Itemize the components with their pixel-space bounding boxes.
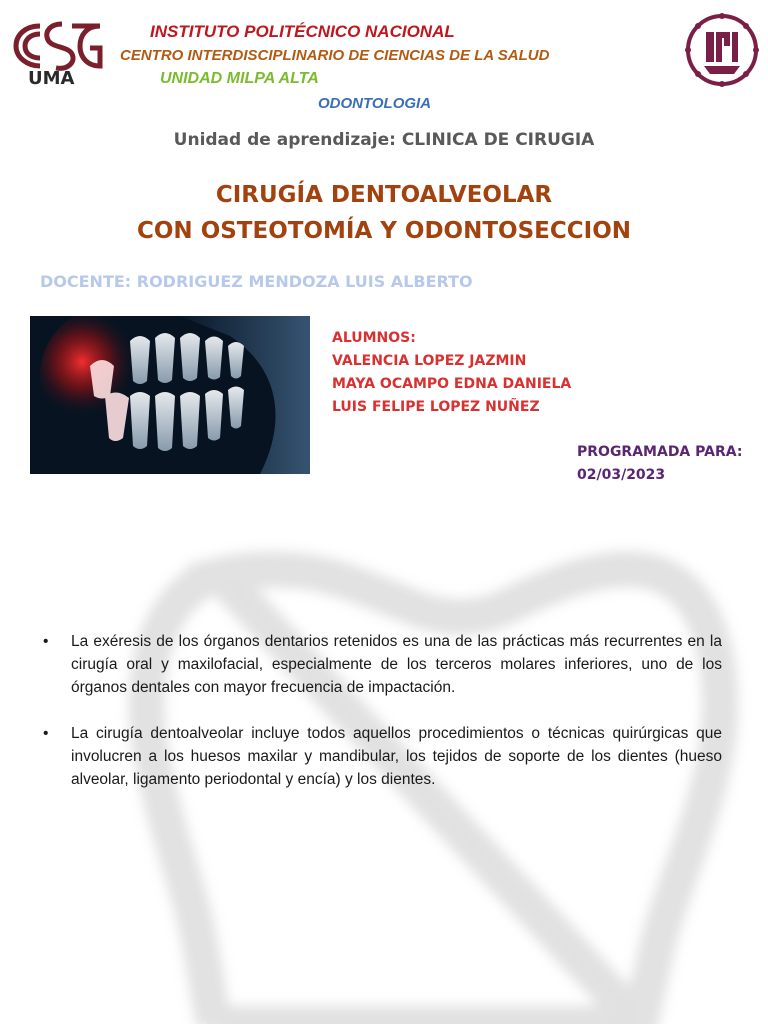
uma-logo-text: UMA [28, 68, 75, 89]
program-name: ODONTOLOGIA [318, 95, 432, 112]
course-name: Unidad de aprendizaje: CLINICA DE CIRUGIA [173, 130, 595, 150]
uma-logo [10, 14, 106, 92]
list-item-text: La exéresis de los órganos dentarios retenidos es una de las prácticas más recurrentes en la cirugía oral y maxilofacial, especialmente de los terceros molares inferiores, uno de los órganos dentales con mayor frecuencia de impactación. [71, 633, 722, 696]
presentation-title-line2: CON OSTEOTOMÍA Y ODONTOSECCION [137, 218, 631, 244]
schedule-date: 02/03/2023 [577, 467, 666, 483]
student-name: VALENCIA LOPEZ JAZMIN [332, 353, 527, 369]
students-heading: ALUMNOS: [332, 330, 416, 346]
list-item [40, 722, 722, 791]
ipn-logo [684, 12, 760, 88]
bullet-icon: • [43, 725, 49, 742]
presentation-title-line1: CIRUGÍA DENTOALVEOLAR [215, 182, 553, 208]
list-item [40, 630, 722, 699]
student-name: MAYA OCAMPO EDNA DANIELA [332, 376, 572, 392]
unit-name: UNIDAD MILPA ALTA [160, 70, 319, 87]
tooth-xray-image [30, 316, 310, 474]
schedule-label: PROGRAMADA PARA: [577, 444, 743, 460]
institution-name: INSTITUTO POLITÉCNICO NACIONAL [150, 22, 455, 41]
schedule-block [577, 441, 742, 487]
list-item-text: La cirugía dentoalveolar incluye todos aquellos procedimientos o técnicas quirúrgicas que involucren a los huesos maxilar y mandibular, los tejidos de soporte de los dientes (hueso alveolar, ligamento periodontal y encía) y los dientes. [71, 725, 722, 788]
center-name: CENTRO INTERDISCIPLINARIO DE CIENCIAS DE LA SALUD [120, 47, 550, 64]
content-list [40, 630, 722, 814]
teacher-name: DOCENTE: RODRIGUEZ MENDOZA LUIS ALBERTO [40, 272, 473, 291]
students-block [332, 327, 571, 419]
student-name: LUIS FELIPE LOPEZ NUÑEZ [332, 399, 540, 415]
bullet-icon: • [43, 633, 49, 650]
